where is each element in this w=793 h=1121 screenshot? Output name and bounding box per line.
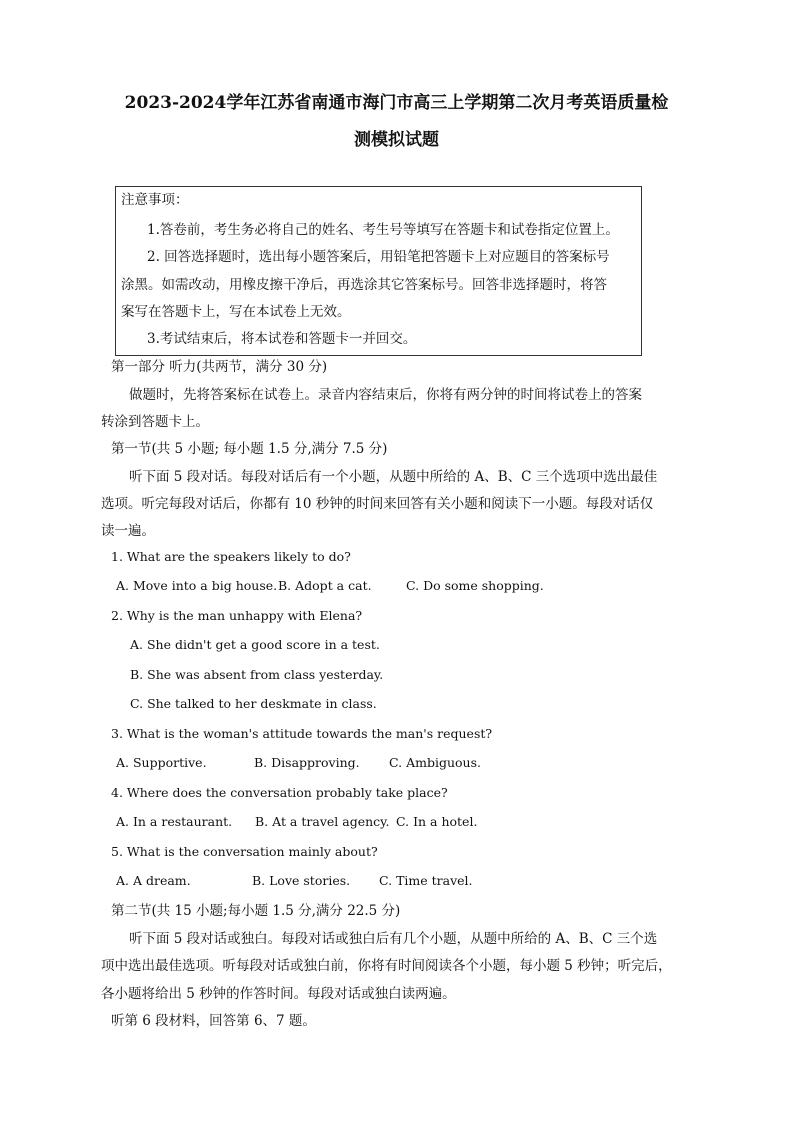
question-2-option-b: B. She was absent from class yesterday.	[130, 667, 384, 682]
question-4-stem: 4. Where does the conversation probably take place?	[111, 785, 448, 800]
part-1-intro-line-2: 转涂到答题卡上。	[101, 414, 209, 430]
question-4-option-a: A. In a restaurant.	[116, 814, 233, 829]
section-1-intro-line-3: 读一遍。	[101, 523, 155, 539]
question-5-option-c: C. Time travel.	[379, 873, 473, 888]
question-5-stem: 5. What is the conversation mainly about?	[111, 844, 378, 859]
question-1-option-c: C. Do some shopping.	[406, 578, 544, 593]
question-1-stem: 1. What are the speakers likely to do?	[111, 549, 351, 564]
section-1-intro-line-2: 选项。听完每段对话后，你都有 10 秒钟的时间来回答有关小题和阅读下一小题。每段对话仅	[101, 496, 654, 512]
question-5-option-b: B. Love stories.	[252, 873, 351, 888]
question-3-option-c: C. Ambiguous.	[389, 755, 481, 770]
notice-item-1: 1.答卷前，考生务必将自己的姓名、考生号等填写在答题卡和试卷指定位置上。	[147, 222, 619, 238]
question-1-option-a: A. Move into a big house.	[116, 578, 278, 593]
notice-item-2-line-2: 涂黑。如需改动，用橡皮擦干净后，再选涂其它答案标号。回答非选择题时，将答	[121, 277, 607, 293]
question-3-stem: 3. What is the woman's attitude towards the man's request?	[111, 726, 493, 741]
question-2-option-c: C. She talked to her deskmate in class.	[130, 696, 377, 711]
section-1-heading: 第一节(共 5 小题; 每小题 1.5 分,满分 7.5 分)	[111, 441, 388, 457]
notice-item-2-line-3: 案写在答题卡上，写在本试卷上无效。	[121, 304, 351, 320]
section-1-intro-line-1: 听下面 5 段对话。每段对话后有一个小题，从题中所给的 A、B、C 三个选项中选出最佳	[129, 469, 658, 485]
question-4-option-b: B. At a travel agency.	[255, 814, 390, 829]
notice-heading: 注意事项：	[121, 192, 189, 208]
section-2-intro-line-3: 各小题将给出 5 秒钟的作答时间。每段对话或独白读两遍。	[101, 986, 456, 1002]
section-2-heading: 第二节(共 15 小题;每小题 1.5 分,满分 22.5 分)	[111, 903, 401, 919]
section-2-intro-line-2: 项中选出最佳选项。听每段对话或独白前，你将有时间阅读各个小题，每小题 5 秒钟；听完后，	[101, 958, 672, 974]
question-1-option-b: B. Adopt a cat.	[278, 578, 372, 593]
part-1-heading: 第一部分 听力(共两节，满分 30 分)	[111, 359, 328, 375]
question-3-option-b: B. Disapproving.	[254, 755, 360, 770]
question-5-option-a: A. A dream.	[116, 873, 191, 888]
notice-box	[115, 186, 642, 356]
part-1-intro-line-1: 做题时，先将答案标在试卷上。录音内容结束后，你将有两分钟的时间将试卷上的答案	[129, 387, 642, 403]
page-title-line-1: 2023-2024学年江苏省南通市海门市高三上学期第二次月考英语质量检	[124, 93, 669, 113]
question-3-option-a: A. Supportive.	[116, 755, 207, 770]
page-title-line-2: 测模拟试题	[354, 130, 439, 150]
notice-item-2-line-1: 2. 回答选择题时，选出每小题答案后，用铅笔把答题卡上对应题目的答案标号	[147, 249, 610, 265]
notice-item-3: 3.考试结束后，将本试卷和答题卡一并回交。	[147, 331, 417, 347]
question-2-option-a: A. She didn't get a good score in a test.	[130, 637, 380, 652]
question-4-option-c: C. In a hotel.	[396, 814, 478, 829]
section-2-material-note: 听第 6 段材料，回答第 6、7 题。	[111, 1013, 316, 1029]
question-2-stem: 2. Why is the man unhappy with Elena?	[111, 608, 363, 623]
section-2-intro-line-1: 听下面 5 段对话或独白。每段对话或独白后有几个小题，从题中所给的 A、B、C 三个选	[129, 931, 658, 947]
